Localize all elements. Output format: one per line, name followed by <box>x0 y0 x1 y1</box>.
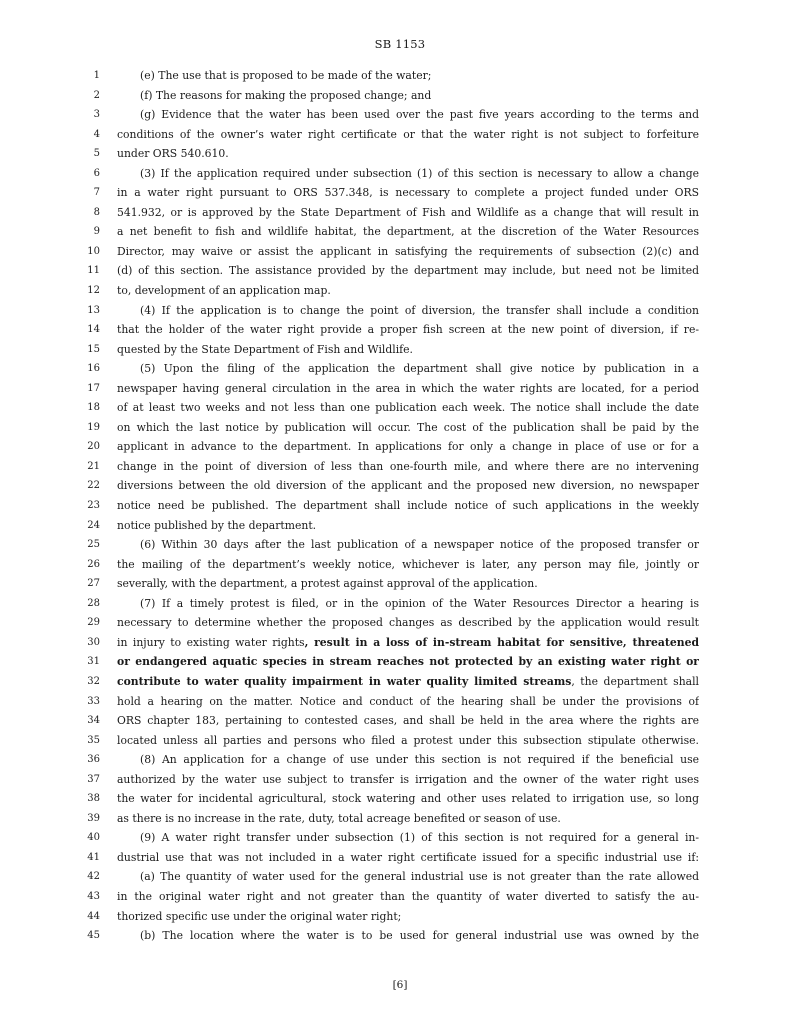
line-text <box>117 652 699 672</box>
document-line <box>0 652 800 672</box>
document-line <box>0 789 800 809</box>
line-number: 44 <box>87 910 100 922</box>
text-segment: conditions of the owner’s water right certificate or that the water right is not subject to forfeiture <box>117 127 699 141</box>
line-text <box>140 105 699 125</box>
line-number: 34 <box>87 715 100 727</box>
line-text <box>117 320 699 340</box>
line-number: 6 <box>93 167 100 179</box>
line-text <box>140 301 699 321</box>
document-line <box>0 809 800 829</box>
line-number: 18 <box>87 402 100 414</box>
line-number: 36 <box>87 754 100 766</box>
line-number: 37 <box>87 773 100 785</box>
document-line <box>0 437 800 457</box>
line-text <box>140 66 699 86</box>
line-text <box>117 340 699 360</box>
document-line <box>0 320 800 340</box>
line-text <box>117 711 699 731</box>
document-line <box>0 418 800 438</box>
text-segment: in injury to existing water rights <box>117 635 305 649</box>
amended-text-bold: or endangered aquatic species in stream reaches not protected by an existing water right or <box>117 655 699 669</box>
line-number: 13 <box>87 304 100 316</box>
document-line <box>0 516 800 536</box>
line-number: 21 <box>87 460 100 472</box>
line-number: 39 <box>87 812 100 824</box>
line-text <box>140 926 699 946</box>
line-text <box>140 535 699 555</box>
text-segment: notice need be published. The department shall include notice of such applications in the weekly <box>117 499 699 513</box>
page-header-bill-number: SB 1153 <box>374 37 426 51</box>
line-text <box>117 887 699 907</box>
line-number: 3 <box>93 109 100 121</box>
line-number: 17 <box>87 382 100 394</box>
line-text <box>117 574 699 594</box>
line-number: 25 <box>87 539 100 551</box>
line-text <box>117 496 699 516</box>
document-line <box>0 907 800 927</box>
line-number: 19 <box>87 421 100 433</box>
amended-text-bold: , result in a loss of in-stream habitat for sensitive, threatened <box>304 635 699 649</box>
line-text <box>140 750 699 770</box>
document-line <box>0 164 800 184</box>
line-number: 38 <box>87 793 100 805</box>
text-segment: on which the last notice by publication will occur. The cost of the publication shall be paid by the <box>117 420 699 434</box>
document-line <box>0 692 800 712</box>
document-line <box>0 379 800 399</box>
line-text <box>140 164 699 184</box>
document-line <box>0 183 800 203</box>
line-text <box>140 359 699 379</box>
text-segment: newspaper having general circulation in the area in which the water rights are located, for a period <box>117 381 699 395</box>
text-segment: in a water right pursuant to ORS 537.348, is necessary to complete a project funded under ORS <box>117 186 699 200</box>
text-segment: applicant in advance to the department. In applications for only a change in place of use or for a <box>117 440 699 454</box>
amended-text-bold: contribute to water quality impairment in water quality limited streams <box>117 674 572 688</box>
text-segment: ORS chapter 183, pertaining to contested cases, and shall be held in the area where the rights are <box>117 714 699 728</box>
line-text <box>140 828 699 848</box>
document-line <box>0 770 800 790</box>
document-line <box>0 672 800 692</box>
text-segment: as there is no increase in the rate, duty, total acreage benefited or season of use. <box>117 811 561 825</box>
text-segment: that the holder of the water right provide a proper fish screen at the new point of diversion, if re- <box>117 323 699 337</box>
text-segment: of at least two weeks and not less than one publication each week. The notice shall include the date <box>117 401 699 415</box>
line-text <box>117 144 699 164</box>
line-number: 5 <box>93 148 100 160</box>
line-number: 40 <box>87 832 100 844</box>
text-segment: thorized specific use under the original water right; <box>117 909 402 923</box>
document-line <box>0 887 800 907</box>
document-line <box>0 594 800 614</box>
document-body <box>0 66 800 946</box>
document-line <box>0 144 800 164</box>
text-segment: necessary to determine whether the proposed changes as described by the application would result <box>117 616 699 630</box>
document-line <box>0 828 800 848</box>
text-segment: (a) The quantity of water used for the general industrial use is not greater than the rate allowed <box>140 870 699 884</box>
line-text <box>117 770 699 790</box>
document-line <box>0 398 800 418</box>
line-number: 20 <box>87 441 100 453</box>
line-text <box>117 379 699 399</box>
document-line <box>0 340 800 360</box>
text-segment: in the original water right and not greater than the quantity of water diverted to satisfy the au- <box>117 889 699 903</box>
line-text <box>117 242 699 262</box>
line-text <box>140 594 699 614</box>
text-segment: (7) If a timely protest is filed, or in the opinion of the Water Resources Director a hearing is <box>140 596 699 610</box>
document-line <box>0 222 800 242</box>
line-number: 14 <box>87 324 100 336</box>
text-segment: dustrial use that was not included in a water right certificate issued for a specific industrial use if: <box>117 850 699 864</box>
text-segment: (4) If the application is to change the point of diversion, the transfer shall include a condition <box>140 303 699 317</box>
line-text <box>117 183 699 203</box>
line-text <box>117 457 699 477</box>
line-number: 8 <box>93 206 100 218</box>
line-number: 1 <box>93 70 100 81</box>
line-text <box>117 809 699 829</box>
line-text <box>117 476 699 496</box>
text-segment: (d) of this section. The assistance provided by the department may include, but need not be limited <box>117 264 699 278</box>
document-line <box>0 613 800 633</box>
line-text <box>117 672 699 692</box>
line-number: 23 <box>87 500 100 512</box>
line-text <box>117 516 699 536</box>
line-number: 10 <box>87 245 100 257</box>
document-line <box>0 261 800 281</box>
line-number: 35 <box>87 734 100 746</box>
line-number: 4 <box>93 128 100 140</box>
document-line <box>0 731 800 751</box>
document-line <box>0 242 800 262</box>
text-segment: located unless all parties and persons who filed a protest under this subsection stipulate otherwise. <box>117 733 699 747</box>
document-line <box>0 476 800 496</box>
document-line <box>0 574 800 594</box>
line-text <box>117 437 699 457</box>
line-number: 24 <box>87 519 100 531</box>
line-text <box>117 125 699 145</box>
line-number: 42 <box>87 871 100 883</box>
line-number: 30 <box>87 636 100 648</box>
line-number: 33 <box>87 695 100 707</box>
text-segment: (g) Evidence that the water has been used over the past five years according to the terms and <box>140 108 699 122</box>
text-segment: quested by the State Department of Fish and Wildlife. <box>117 342 413 356</box>
document-line <box>0 457 800 477</box>
line-text <box>117 789 699 809</box>
line-text <box>117 731 699 751</box>
text-segment: (b) The location where the water is to be used for general industrial use was owned by the <box>140 929 699 943</box>
line-text <box>117 398 699 418</box>
line-number: 29 <box>87 617 100 629</box>
text-segment: change in the point of diversion of less than one-fourth mile, and where there are no intervening <box>117 459 699 473</box>
line-number: 11 <box>87 265 100 277</box>
line-number: 7 <box>93 187 100 199</box>
document-line <box>0 86 800 106</box>
line-text <box>140 86 699 106</box>
text-segment: (8) An application for a change of use under this section is not required if the beneficial use <box>140 753 699 767</box>
document-line <box>0 496 800 516</box>
line-number: 9 <box>93 226 100 238</box>
document-line <box>0 125 800 145</box>
text-segment: under ORS 540.610. <box>117 147 229 161</box>
document-line <box>0 203 800 223</box>
document-line <box>0 359 800 379</box>
line-text <box>117 692 699 712</box>
line-number: 43 <box>87 890 100 902</box>
line-text <box>117 848 699 868</box>
document-line <box>0 66 800 86</box>
text-segment: (f) The reasons for making the proposed change; and <box>140 88 432 102</box>
document-line <box>0 535 800 555</box>
line-text <box>117 203 699 223</box>
line-text <box>140 867 699 887</box>
line-number: 45 <box>87 930 100 942</box>
line-number: 27 <box>87 578 100 590</box>
line-number: 16 <box>87 363 100 375</box>
document-line <box>0 926 800 946</box>
document-line <box>0 633 800 653</box>
document-line <box>0 867 800 887</box>
text-segment: , the department shall <box>571 674 699 688</box>
line-number: 32 <box>87 675 100 687</box>
text-segment: 541.932, or is approved by the State Department of Fish and Wildlife as a change that will result in <box>117 205 699 219</box>
text-segment: (6) Within 30 days after the last publication of a newspaper notice of the proposed transfer or <box>140 538 699 552</box>
line-number: 15 <box>87 343 100 355</box>
line-number: 31 <box>87 656 100 668</box>
document-line <box>0 281 800 301</box>
line-number: 28 <box>87 597 100 609</box>
text-segment: the water for incidental agricultural, stock watering and other uses related to irrigation use, so long <box>117 792 699 806</box>
line-text <box>117 555 699 575</box>
document-line <box>0 848 800 868</box>
page-number: [6] <box>392 979 408 991</box>
line-text <box>117 261 699 281</box>
line-text <box>117 907 699 927</box>
text-segment: severally, with the department, a protest against approval of the application. <box>117 577 538 591</box>
line-text <box>117 281 699 301</box>
text-segment: (9) A water right transfer under subsection (1) of this section is not required for a general in- <box>140 831 699 845</box>
line-number: 26 <box>87 558 100 570</box>
document-line <box>0 555 800 575</box>
text-segment: Director, may waive or assist the applicant in satisfying the requirements of subsection (2)(c) and <box>117 244 699 258</box>
line-number: 22 <box>87 480 100 492</box>
text-segment: the mailing of the department’s weekly notice, whichever is later, any person may file, jointly or <box>117 557 699 571</box>
document-line <box>0 750 800 770</box>
document-line <box>0 105 800 125</box>
line-text <box>117 222 699 242</box>
text-segment: (3) If the application required under subsection (1) of this section is necessary to allow a change <box>140 166 699 180</box>
line-text <box>117 633 699 653</box>
text-segment: diversions between the old diversion of the applicant and the proposed new diversion, no newspaper <box>117 479 699 493</box>
text-segment: (e) The use that is proposed to be made of the water; <box>140 69 432 82</box>
text-segment: (5) Upon the filing of the application the department shall give notice by publication in a <box>140 362 699 376</box>
text-segment: a net benefit to fish and wildlife habitat, the department, at the discretion of the Water Resources <box>117 225 699 239</box>
line-number: 41 <box>87 851 100 863</box>
text-segment: authorized by the water use subject to transfer is irrigation and the owner of the water right uses <box>117 772 699 786</box>
document-line <box>0 301 800 321</box>
text-segment: hold a hearing on the matter. Notice and conduct of the hearing shall be under the provisions of <box>117 694 699 708</box>
text-segment: notice published by the department. <box>117 518 317 532</box>
text-segment: to, development of an application map. <box>117 284 331 298</box>
line-number: 2 <box>93 89 100 101</box>
line-text <box>117 418 699 438</box>
line-number: 12 <box>87 285 100 297</box>
document-line <box>0 711 800 731</box>
line-text <box>117 613 699 633</box>
